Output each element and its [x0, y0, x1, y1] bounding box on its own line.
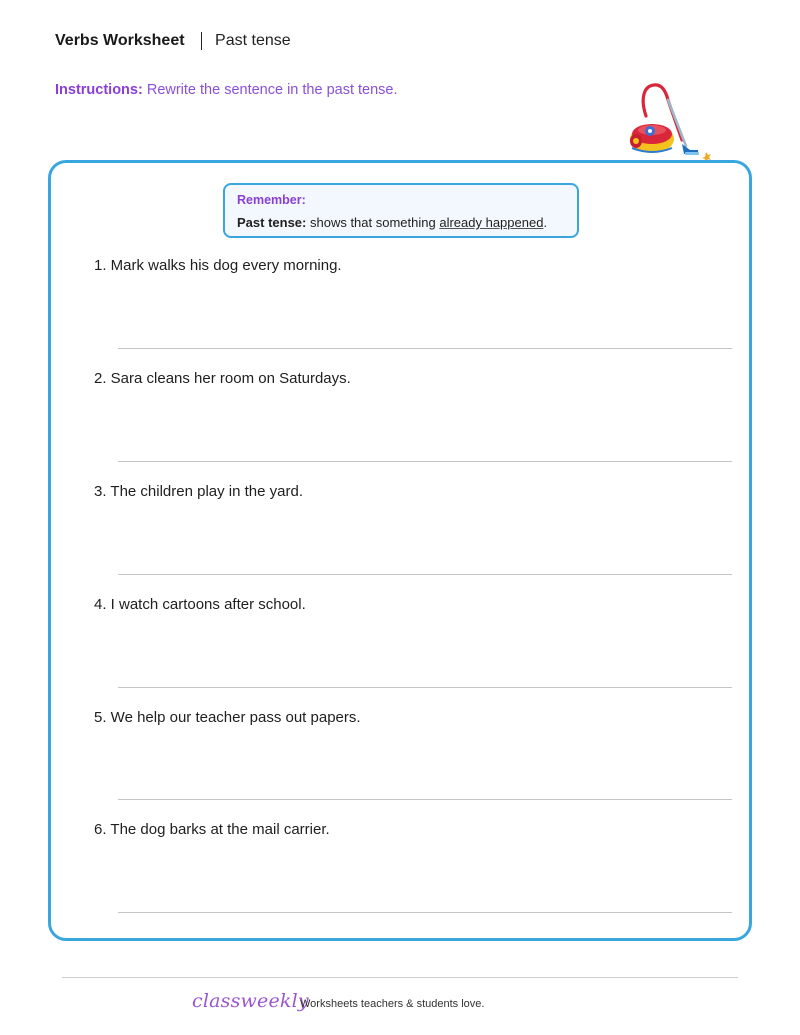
- worksheet-header: [55, 30, 291, 52]
- remember-term: Past tense:: [237, 215, 307, 230]
- remember-definition-start: shows that something: [306, 215, 440, 230]
- answer-line-5[interactable]: [118, 799, 732, 800]
- question-5: 5. We help our teacher pass out papers.: [94, 709, 361, 726]
- question-6: 6. The dog barks at the mail carrier.: [94, 821, 330, 838]
- title-divider: [201, 32, 203, 50]
- brand-logo: classweekly: [192, 990, 309, 1012]
- question-4: 4. I watch cartoons after school.: [94, 596, 306, 613]
- worksheet-title: Verbs Worksheet: [55, 32, 185, 49]
- answer-line-2[interactable]: [118, 461, 732, 462]
- answer-line-6[interactable]: [118, 912, 732, 913]
- question-2: 2. Sara cleans her room on Saturdays.: [94, 370, 351, 387]
- answer-line-4[interactable]: [118, 687, 732, 688]
- footer-tagline: Worksheets teachers & students love.: [300, 998, 485, 1010]
- instructions: [55, 82, 398, 98]
- remember-definition: [237, 213, 577, 233]
- remember-box: [223, 183, 579, 238]
- question-3: 3. The children play in the yard.: [94, 483, 304, 500]
- answer-line-3[interactable]: [118, 574, 732, 575]
- question-1: 1. Mark walks his dog every morning.: [94, 257, 342, 274]
- answer-line-1[interactable]: [118, 348, 732, 349]
- worksheet-subtitle: Past tense: [215, 32, 291, 49]
- instructions-label: Instructions:: [55, 82, 143, 98]
- footer-divider: [62, 977, 738, 978]
- remember-heading: Remember:: [237, 193, 306, 207]
- remember-definition-end: .: [543, 215, 548, 230]
- remember-definition-emphasis: already happened: [439, 215, 544, 230]
- instructions-text: Rewrite the sentence in the past tense.: [142, 82, 398, 98]
